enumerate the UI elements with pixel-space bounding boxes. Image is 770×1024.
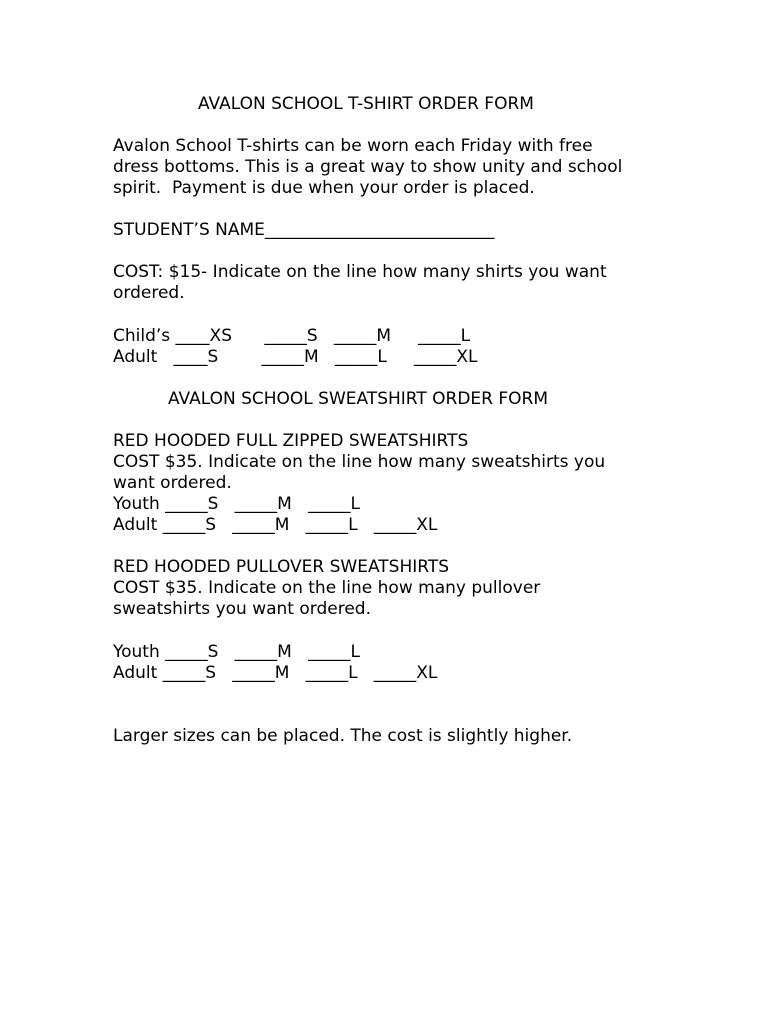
zipped-cost-line-2: want ordered. (113, 473, 232, 493)
pullover-adult-sizes-row: Adult _____S _____M _____L _____XL (113, 663, 438, 683)
pullover-sweatshirt-heading: RED HOODED PULLOVER SWEATSHIRTS (113, 557, 449, 577)
tshirt-intro-line-3: spirit. Payment is due when your order is placed. (113, 178, 535, 198)
larger-sizes-note: Larger sizes can be placed. The cost is slightly higher. (113, 726, 573, 746)
student-name-field: STUDENT’S NAME___________________________ (113, 220, 495, 240)
pullover-cost-line-2: sweatshirts you want ordered. (113, 599, 371, 619)
tshirt-cost-line-2: ordered. (113, 283, 185, 303)
tshirt-intro-line-2: dress bottoms. This is a great way to show unity and school (113, 157, 623, 177)
zipped-sweatshirt-heading: RED HOODED FULL ZIPPED SWEATSHIRTS (113, 431, 469, 451)
tshirt-adult-sizes-row: Adult ____S _____M _____L _____XL (113, 347, 478, 367)
tshirt-cost-line-1: COST: $15- Indicate on the line how many shirts you want (113, 262, 607, 282)
tshirt-intro-line-1: Avalon School T-shirts can be worn each Friday with free (113, 136, 593, 156)
tshirt-childs-sizes-row: Child’s ____XS _____S _____M _____L (113, 326, 471, 346)
sweatshirt-form-title: AVALON SCHOOL SWEATSHIRT ORDER FORM (168, 389, 549, 409)
tshirt-form-title: AVALON SCHOOL T-SHIRT ORDER FORM (198, 94, 534, 114)
zipped-youth-sizes-row: Youth _____S _____M _____L (113, 494, 360, 514)
pullover-youth-sizes-row: Youth _____S _____M _____L (113, 642, 360, 662)
zipped-cost-line-1: COST $35. Indicate on the line how many sweatshirts you (113, 452, 606, 472)
pullover-cost-line-1: COST $35. Indicate on the line how many pullover (113, 578, 541, 598)
zipped-adult-sizes-row: Adult _____S _____M _____L _____XL (113, 515, 438, 535)
